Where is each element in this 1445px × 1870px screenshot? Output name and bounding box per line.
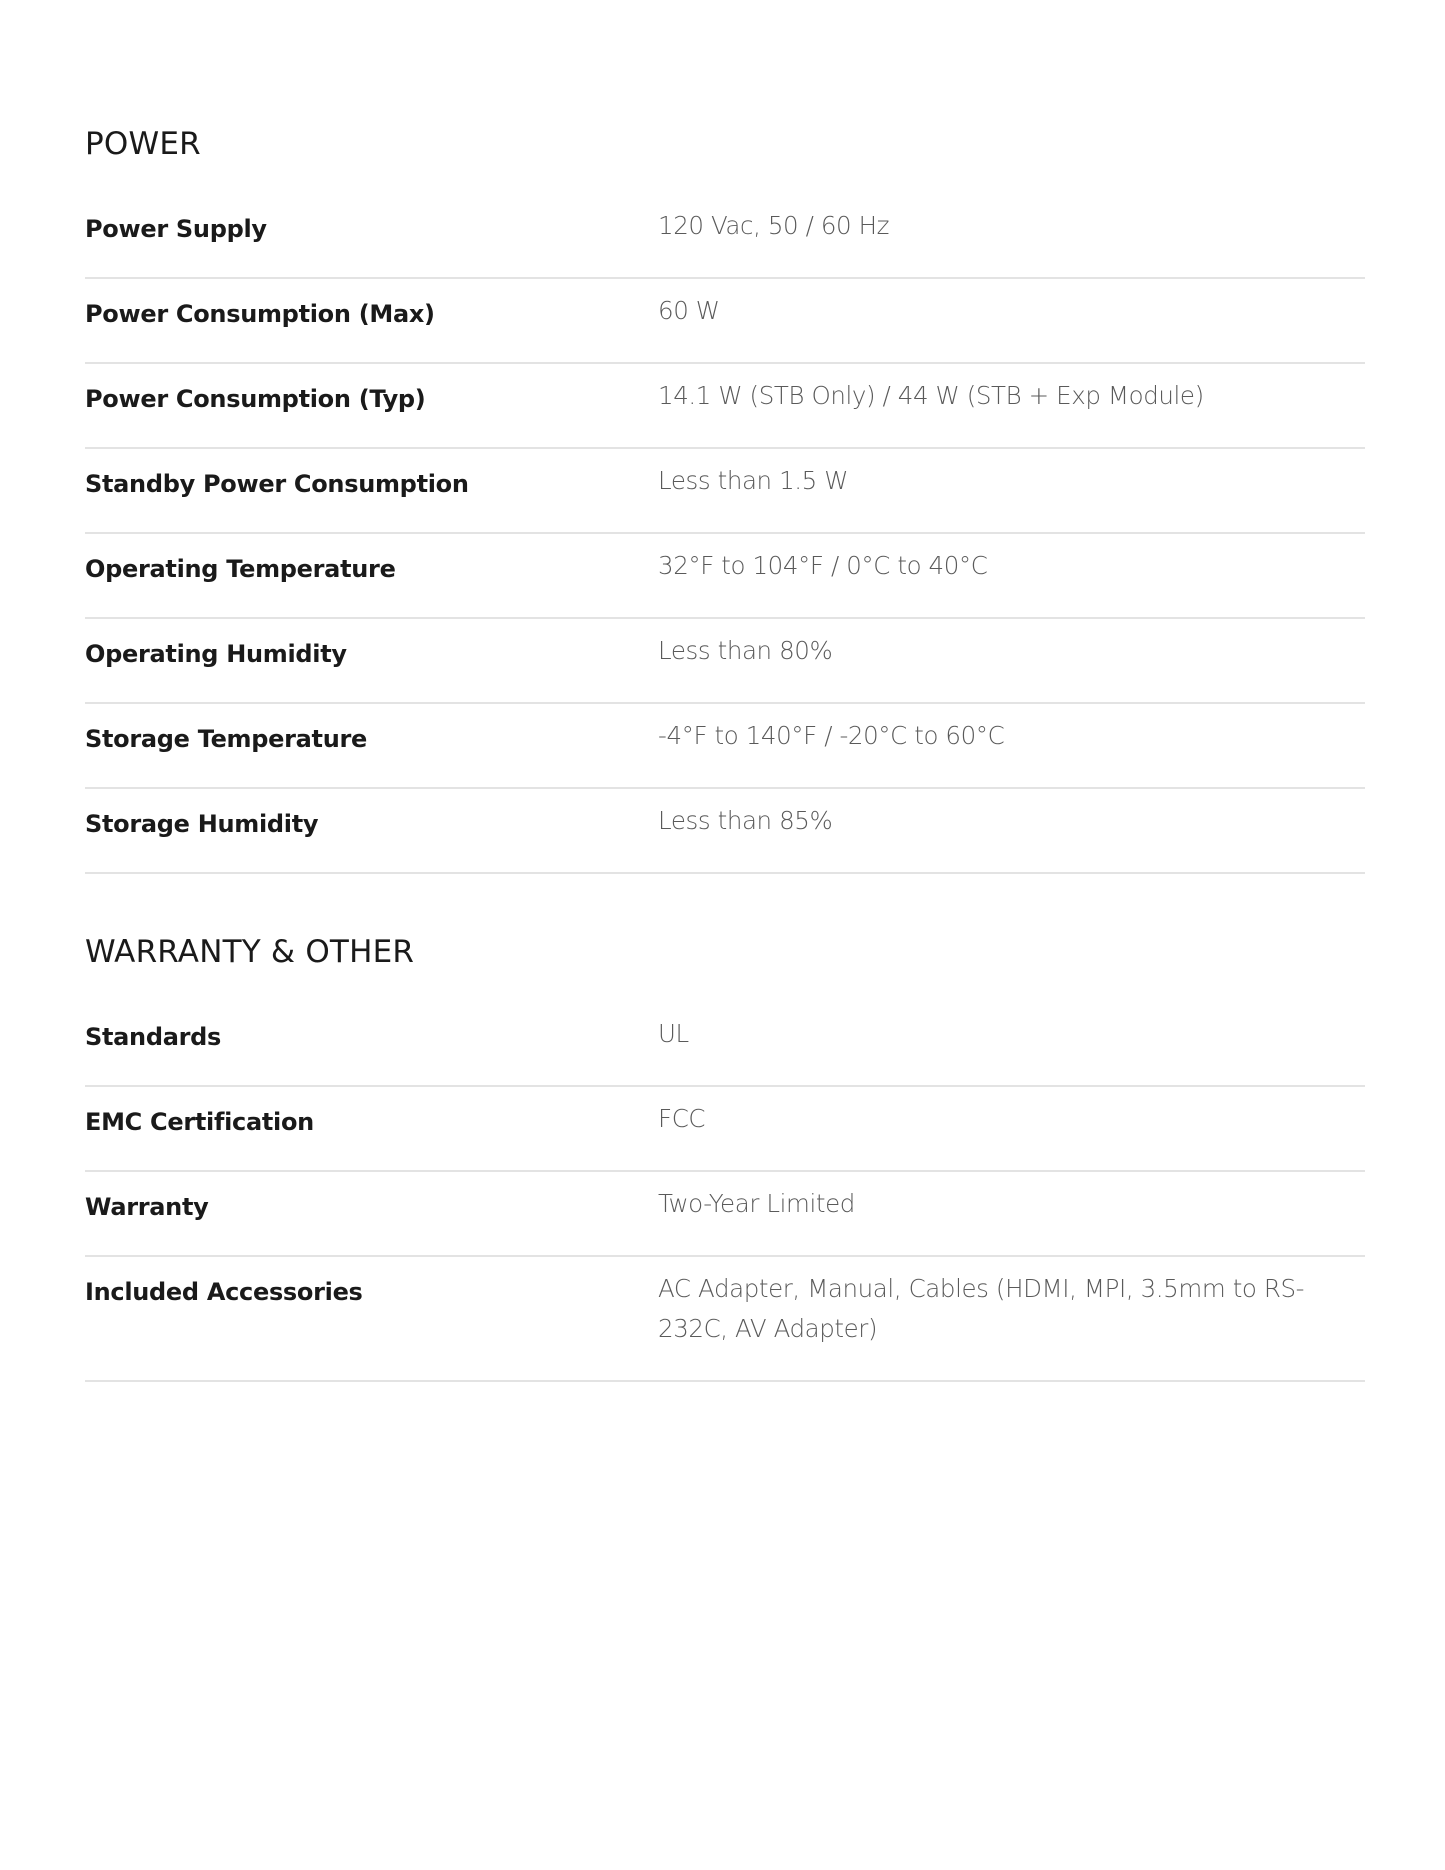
spec-value: Less than 85% <box>658 806 833 835</box>
spec-value: Less than 80% <box>658 636 833 665</box>
spec-label: Power Consumption (Typ) <box>85 385 426 413</box>
spec-value: -4°F to 140°F / -20°C to 60°C <box>658 721 1005 750</box>
spec-row-included-accessories <box>85 1257 1365 1382</box>
spec-value: Less than 1.5 W <box>658 466 849 495</box>
section-title-power: POWER <box>85 126 201 162</box>
spec-row-warranty <box>85 1172 1365 1257</box>
spec-value: FCC <box>658 1104 706 1133</box>
spec-row-storage-temperature <box>85 704 1365 789</box>
spec-label: Power Consumption (Max) <box>85 300 435 328</box>
spec-value: AC Adapter, Manual, Cables (HDMI, MPI, 3.5mm to RS-232C, AV Adapter) <box>658 1274 1305 1343</box>
spec-value: 60 W <box>658 296 720 325</box>
spec-label: Included Accessories <box>85 1278 363 1306</box>
spec-label: Storage Humidity <box>85 810 319 838</box>
spec-label: Warranty <box>85 1193 209 1221</box>
spec-row-power-supply <box>85 194 1365 279</box>
spec-row-power-consumption-max <box>85 279 1365 364</box>
spec-row-power-consumption-typ <box>85 364 1365 449</box>
spec-label: Standby Power Consumption <box>85 470 469 498</box>
spec-value: UL <box>658 1019 689 1048</box>
spec-row-emc-certification <box>85 1087 1365 1172</box>
spec-table-power <box>85 194 1365 874</box>
spec-value: 120 Vac, 50 / 60 Hz <box>658 211 890 240</box>
spec-value: Two-Year Limited <box>658 1189 855 1218</box>
spec-label: Standards <box>85 1023 222 1051</box>
spec-label: EMC Certification <box>85 1108 314 1136</box>
spec-label: Operating Temperature <box>85 555 396 583</box>
section-title-warranty: WARRANTY & OTHER <box>85 934 415 970</box>
spec-row-storage-humidity <box>85 789 1365 874</box>
spec-value: 32°F to 104°F / 0°C to 40°C <box>658 551 988 580</box>
spec-label: Storage Temperature <box>85 725 368 753</box>
spec-row-standby-power <box>85 449 1365 534</box>
spec-row-operating-humidity <box>85 619 1365 704</box>
spec-value: 14.1 W (STB Only) / 44 W (STB + Exp Module) <box>658 381 1204 410</box>
spec-label: Operating Humidity <box>85 640 347 668</box>
spec-label: Power Supply <box>85 215 267 243</box>
spec-row-standards <box>85 1002 1365 1087</box>
spec-table-warranty <box>85 1002 1365 1382</box>
spec-row-operating-temperature <box>85 534 1365 619</box>
